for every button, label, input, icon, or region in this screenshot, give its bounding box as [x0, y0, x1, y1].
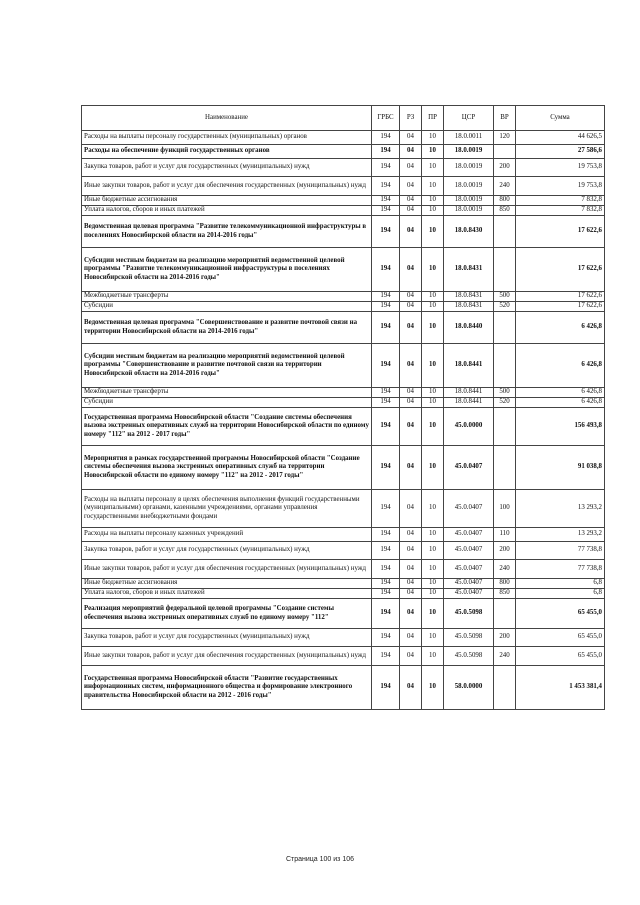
cell-grbs: 194 [372, 647, 400, 666]
cell-rz: 04 [400, 629, 422, 647]
cell-grbs: 194 [372, 131, 400, 145]
cell-rz: 04 [400, 560, 422, 579]
cell-csr: 18.0.8441 [444, 344, 494, 388]
cell-csr: 18.0.8441 [444, 388, 494, 398]
cell-pr: 10 [422, 131, 444, 145]
cell-grbs: 194 [372, 388, 400, 398]
cell-csr: 18.0.0019 [444, 196, 494, 206]
cell-sum: 77 738,8 [516, 560, 605, 579]
cell-rz: 04 [400, 388, 422, 398]
cell-pr: 10 [422, 446, 444, 490]
cell-pr: 10 [422, 528, 444, 542]
cell-name: Иные бюджетные ассигнования [82, 579, 372, 589]
cell-sum: 65 455,0 [516, 647, 605, 666]
cell-pr: 10 [422, 388, 444, 398]
header-sum: Сумма [516, 106, 605, 131]
cell-grbs: 194 [372, 599, 400, 629]
cell-vr: 500 [494, 292, 516, 302]
cell-vr: 200 [494, 629, 516, 647]
cell-name: Закупка товаров, работ и услуг для государственных (муниципальных) нужд [82, 159, 372, 177]
cell-rz: 04 [400, 408, 422, 446]
cell-grbs: 194 [372, 312, 400, 344]
table-row [82, 579, 605, 589]
cell-csr: 45.0.0407 [444, 589, 494, 599]
cell-grbs: 194 [372, 145, 400, 159]
cell-pr: 10 [422, 177, 444, 196]
cell-pr: 10 [422, 599, 444, 629]
cell-pr: 10 [422, 196, 444, 206]
cell-grbs: 194 [372, 248, 400, 292]
cell-rz: 04 [400, 302, 422, 312]
cell-name: Расходы на выплаты персоналу в целях обеспечения выполнения функций государственными (муниципальными) органами, казенными учреждениями, органами управления государственными внебюджетными фондами [82, 490, 372, 528]
cell-csr: 58.0.0000 [444, 666, 494, 710]
cell-pr: 10 [422, 248, 444, 292]
cell-csr: 45.0.5098 [444, 599, 494, 629]
table-row [82, 216, 605, 248]
cell-sum: 65 455,0 [516, 629, 605, 647]
table-row [82, 312, 605, 344]
cell-name: Государственная программа Новосибирской области "Развитие государственных информационных систем, информационного общества и формирование электронного правительства Новосибирской области на 2012 - 2016 годы" [82, 666, 372, 710]
header-vr: ВР [494, 106, 516, 131]
cell-grbs: 194 [372, 528, 400, 542]
cell-grbs: 194 [372, 560, 400, 579]
cell-sum: 7 832,8 [516, 196, 605, 206]
cell-name: Ведомственная целевая программа "Развитие телекоммуникационной инфраструктуры в поселениях Новосибирской области на 2014-2016 годы" [82, 216, 372, 248]
cell-vr [494, 666, 516, 710]
cell-sum: 17 622,6 [516, 216, 605, 248]
cell-pr: 10 [422, 542, 444, 560]
cell-pr: 10 [422, 666, 444, 710]
cell-csr: 18.0.0019 [444, 145, 494, 159]
cell-csr: 18.0.0019 [444, 159, 494, 177]
cell-grbs: 194 [372, 579, 400, 589]
cell-sum: 7 832,8 [516, 206, 605, 216]
cell-grbs: 194 [372, 344, 400, 388]
cell-vr: 850 [494, 589, 516, 599]
cell-pr: 10 [422, 647, 444, 666]
cell-rz: 04 [400, 177, 422, 196]
header-rz: РЗ [400, 106, 422, 131]
cell-pr: 10 [422, 206, 444, 216]
cell-sum: 19 753,8 [516, 177, 605, 196]
cell-pr: 10 [422, 490, 444, 528]
cell-rz: 04 [400, 542, 422, 560]
table-row [82, 177, 605, 196]
cell-sum: 6 426,8 [516, 388, 605, 398]
cell-rz: 04 [400, 216, 422, 248]
table-row [82, 528, 605, 542]
table-row [82, 647, 605, 666]
cell-grbs: 194 [372, 206, 400, 216]
cell-csr: 18.0.8431 [444, 302, 494, 312]
budget-table [81, 105, 605, 710]
table-row [82, 248, 605, 292]
cell-name: Межбюджетные трансферты [82, 388, 372, 398]
cell-rz: 04 [400, 248, 422, 292]
cell-vr [494, 408, 516, 446]
cell-csr: 45.0.5098 [444, 647, 494, 666]
cell-name: Иные закупки товаров, работ и услуг для обеспечения государственных (муниципальных) нужд [82, 647, 372, 666]
cell-name: Расходы на выплаты персоналу казенных учреждений [82, 528, 372, 542]
cell-csr: 45.0.0407 [444, 579, 494, 589]
cell-grbs: 194 [372, 629, 400, 647]
cell-name: Закупка товаров, работ и услуг для государственных (муниципальных) нужд [82, 542, 372, 560]
cell-rz: 04 [400, 312, 422, 344]
cell-name: Государственная программа Новосибирской области "Создание системы обеспечения вызова экстренных оперативных служб на территории Новосибирской области по единому номеру "112" на 2012 - 2017 годы" [82, 408, 372, 446]
cell-name: Расходы на выплаты персоналу государственных (муниципальных) органов [82, 131, 372, 145]
table-row [82, 302, 605, 312]
cell-sum: 27 586,6 [516, 145, 605, 159]
cell-grbs: 194 [372, 408, 400, 446]
cell-grbs: 194 [372, 302, 400, 312]
cell-csr: 45.0.0000 [444, 408, 494, 446]
cell-sum: 17 622,6 [516, 292, 605, 302]
cell-vr: 200 [494, 542, 516, 560]
cell-rz: 04 [400, 344, 422, 388]
cell-csr: 18.0.8431 [444, 248, 494, 292]
table-body [82, 131, 605, 710]
cell-name: Расходы на обеспечение функций государственных органов [82, 145, 372, 159]
cell-name: Реализация мероприятий федеральной целевой программы "Создание системы обеспечения вызова экстренных оперативных служб по единому номеру "112" [82, 599, 372, 629]
cell-name: Субсидии местным бюджетам на реализацию мероприятий ведомственной целевой программы "Совершенствование и развитие почтовой связи на территории Новосибирской области на 2014-2016 годы" [82, 344, 372, 388]
cell-grbs: 194 [372, 446, 400, 490]
cell-csr: 18.0.8441 [444, 398, 494, 408]
cell-name: Уплата налогов, сборов и иных платежей [82, 206, 372, 216]
cell-grbs: 194 [372, 216, 400, 248]
cell-pr: 10 [422, 398, 444, 408]
cell-name: Иные закупки товаров, работ и услуг для обеспечения государственных (муниципальных) нужд [82, 560, 372, 579]
table-row [82, 446, 605, 490]
cell-pr: 10 [422, 579, 444, 589]
cell-sum: 6 426,8 [516, 398, 605, 408]
cell-rz: 04 [400, 145, 422, 159]
cell-pr: 10 [422, 159, 444, 177]
table-row [82, 159, 605, 177]
page-number: Страница 100 из 106 [285, 856, 355, 863]
table-header-row [82, 106, 605, 131]
header-csr: ЦСР [444, 106, 494, 131]
table-row [82, 131, 605, 145]
cell-sum: 17 622,6 [516, 248, 605, 292]
cell-csr: 18.0.8431 [444, 292, 494, 302]
cell-name: Уплата налогов, сборов и иных платежей [82, 589, 372, 599]
cell-pr: 10 [422, 408, 444, 446]
cell-grbs: 194 [372, 666, 400, 710]
cell-rz: 04 [400, 131, 422, 145]
cell-sum: 91 038,8 [516, 446, 605, 490]
header-pr: ПР [422, 106, 444, 131]
cell-csr: 18.0.0011 [444, 131, 494, 145]
cell-vr: 240 [494, 177, 516, 196]
cell-rz: 04 [400, 206, 422, 216]
cell-pr: 10 [422, 560, 444, 579]
table-row [82, 398, 605, 408]
cell-pr: 10 [422, 302, 444, 312]
cell-csr: 18.0.8430 [444, 216, 494, 248]
cell-vr: 800 [494, 196, 516, 206]
table-row [82, 490, 605, 528]
cell-rz: 04 [400, 398, 422, 408]
cell-sum: 65 455,0 [516, 599, 605, 629]
cell-csr: 18.0.8440 [444, 312, 494, 344]
cell-rz: 04 [400, 666, 422, 710]
cell-sum: 77 738,8 [516, 542, 605, 560]
cell-vr [494, 145, 516, 159]
cell-name: Межбюджетные трансферты [82, 292, 372, 302]
cell-name: Иные закупки товаров, работ и услуг для обеспечения государственных (муниципальных) нужд [82, 177, 372, 196]
cell-rz: 04 [400, 292, 422, 302]
cell-name: Закупка товаров, работ и услуг для государственных (муниципальных) нужд [82, 629, 372, 647]
cell-sum: 13 293,2 [516, 528, 605, 542]
cell-grbs: 194 [372, 589, 400, 599]
cell-rz: 04 [400, 647, 422, 666]
cell-grbs: 194 [372, 542, 400, 560]
cell-name: Мероприятия в рамках государственной программы Новосибирской области "Создание системы обеспечения вызова экстренных оперативных служб на территории Новосибирской области по единому номеру "112" на 2012 - 2017 годы" [82, 446, 372, 490]
cell-pr: 10 [422, 589, 444, 599]
cell-grbs: 194 [372, 177, 400, 196]
cell-vr: 200 [494, 159, 516, 177]
cell-rz: 04 [400, 599, 422, 629]
table-row [82, 589, 605, 599]
cell-sum: 13 293,2 [516, 490, 605, 528]
table-row [82, 145, 605, 159]
cell-pr: 10 [422, 312, 444, 344]
cell-grbs: 194 [372, 159, 400, 177]
cell-vr: 520 [494, 398, 516, 408]
cell-sum: 6 426,8 [516, 344, 605, 388]
cell-rz: 04 [400, 196, 422, 206]
cell-grbs: 194 [372, 490, 400, 528]
table-row [82, 196, 605, 206]
cell-csr: 45.0.0407 [444, 542, 494, 560]
cell-grbs: 194 [372, 292, 400, 302]
cell-csr: 45.0.0407 [444, 560, 494, 579]
header-grbs: ГРБС [372, 106, 400, 131]
cell-vr [494, 344, 516, 388]
cell-sum: 6,8 [516, 589, 605, 599]
cell-sum: 6,8 [516, 579, 605, 589]
cell-sum: 19 753,8 [516, 159, 605, 177]
cell-sum: 156 493,8 [516, 408, 605, 446]
cell-pr: 10 [422, 145, 444, 159]
cell-name: Иные бюджетные ассигнования [82, 196, 372, 206]
cell-sum: 17 622,6 [516, 302, 605, 312]
cell-vr: 240 [494, 647, 516, 666]
cell-pr: 10 [422, 216, 444, 248]
cell-csr: 18.0.0019 [444, 177, 494, 196]
table-row [82, 599, 605, 629]
cell-csr: 45.0.0407 [444, 528, 494, 542]
cell-vr: 110 [494, 528, 516, 542]
cell-vr [494, 599, 516, 629]
cell-name: Ведомственная целевая программа "Совершенствование и развитие почтовой связи на территории Новосибирской области на 2014-2016 годы" [82, 312, 372, 344]
cell-pr: 10 [422, 344, 444, 388]
cell-vr [494, 248, 516, 292]
cell-csr: 45.0.5098 [444, 629, 494, 647]
cell-csr: 45.0.0407 [444, 446, 494, 490]
cell-rz: 04 [400, 579, 422, 589]
cell-csr: 18.0.0019 [444, 206, 494, 216]
cell-sum: 6 426,8 [516, 312, 605, 344]
cell-csr: 45.0.0407 [444, 490, 494, 528]
table-row [82, 666, 605, 710]
cell-rz: 04 [400, 446, 422, 490]
cell-vr: 100 [494, 490, 516, 528]
cell-vr: 240 [494, 560, 516, 579]
table-row [82, 408, 605, 446]
cell-vr: 500 [494, 388, 516, 398]
cell-vr: 520 [494, 302, 516, 312]
cell-vr [494, 446, 516, 490]
cell-rz: 04 [400, 589, 422, 599]
table-row [82, 206, 605, 216]
cell-rz: 04 [400, 159, 422, 177]
cell-vr [494, 312, 516, 344]
cell-name: Субсидии [82, 398, 372, 408]
cell-grbs: 194 [372, 398, 400, 408]
cell-name: Субсидии [82, 302, 372, 312]
cell-vr: 850 [494, 206, 516, 216]
cell-rz: 04 [400, 490, 422, 528]
cell-pr: 10 [422, 629, 444, 647]
table-row [82, 542, 605, 560]
cell-vr: 800 [494, 579, 516, 589]
cell-sum: 44 626,5 [516, 131, 605, 145]
table-row [82, 292, 605, 302]
table-row [82, 344, 605, 388]
cell-sum: 1 453 381,4 [516, 666, 605, 710]
table-row [82, 560, 605, 579]
cell-grbs: 194 [372, 196, 400, 206]
cell-vr: 120 [494, 131, 516, 145]
table-row [82, 629, 605, 647]
cell-rz: 04 [400, 528, 422, 542]
table-row [82, 388, 605, 398]
cell-pr: 10 [422, 292, 444, 302]
cell-name: Субсидии местным бюджетам на реализацию мероприятий ведомственной целевой программы "Развитие телекоммуникационной инфраструктуры в поселениях Новосибирской области на 2014-2016 годы" [82, 248, 372, 292]
cell-vr [494, 216, 516, 248]
header-name: Наименование [82, 106, 372, 131]
